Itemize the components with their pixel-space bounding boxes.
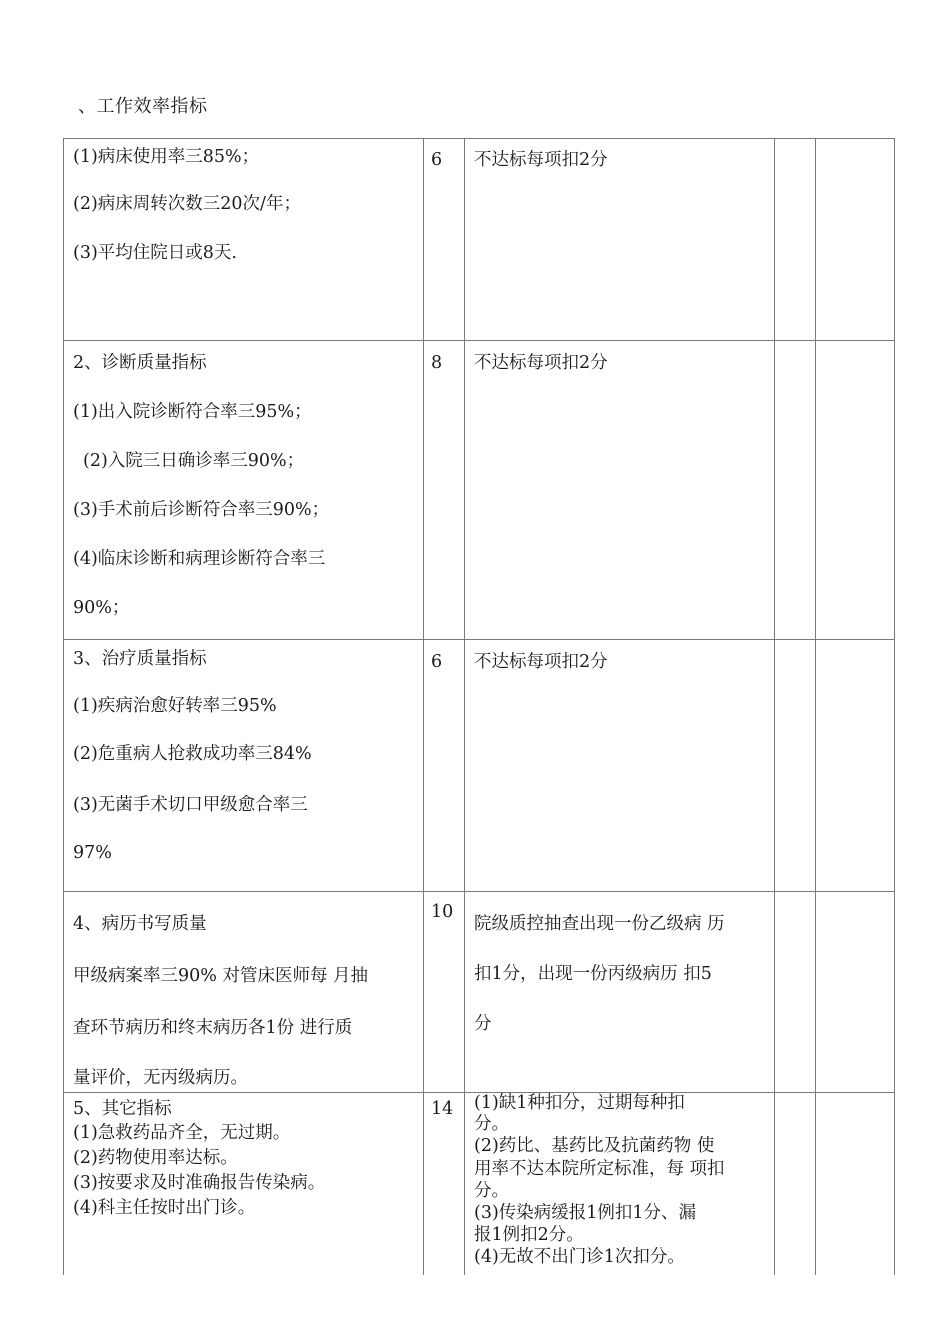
item-line: (2)药物使用率达标。 xyxy=(73,1148,238,1168)
rule-line: (4)无故不出门诊1次扣分。 xyxy=(474,1247,685,1267)
rule-line: 不达标每项扣2分 xyxy=(474,353,608,373)
rule-cell xyxy=(465,139,775,341)
empty-cell xyxy=(816,1093,895,1276)
rule-line: 不达标每项扣2分 xyxy=(474,150,608,170)
empty-cell xyxy=(816,139,895,341)
score-cell xyxy=(424,341,465,640)
item-line: (3)按要求及时准确报告传染病。 xyxy=(73,1173,326,1193)
rule-line: 分。 xyxy=(474,1114,509,1134)
score-cell xyxy=(424,139,465,341)
item-line: 量评价，无丙级病历。 xyxy=(73,1068,248,1088)
item-line: (3)手术前后诊断符合率三90%； xyxy=(73,500,330,520)
empty-cell xyxy=(775,139,816,341)
empty-cell xyxy=(775,341,816,640)
item-line: (3)无菌手术切口甲级愈合率三 xyxy=(73,795,308,815)
item-line: (2)入院三日确诊率三90%； xyxy=(83,451,305,471)
section-title: 、工作效率指标 xyxy=(78,96,208,117)
item-line: (1)病床使用率三85%； xyxy=(73,147,260,167)
rule-cell xyxy=(465,341,775,640)
item-line: (1)疾病治愈好转率三95% xyxy=(73,696,277,716)
rule-cell xyxy=(465,1093,775,1276)
empty-cell xyxy=(775,892,816,1093)
score-cell xyxy=(424,640,465,892)
item-line: 甲级病案率三90% 对管床医师每 月抽 xyxy=(73,966,369,986)
item-line: 4、病历书写质量 xyxy=(73,914,207,934)
rule-line: 报1例扣2分。 xyxy=(474,1225,584,1245)
rule-line: 分 xyxy=(474,1014,492,1034)
score-value: 6 xyxy=(431,652,443,672)
item-line: (2)危重病人抢救成功率三84% xyxy=(73,744,312,764)
rule-line: 用率不达本院所定标准，每 项扣 xyxy=(474,1159,725,1179)
item-cell xyxy=(64,139,424,341)
item-line: 2、诊断质量指标 xyxy=(73,353,207,373)
item-line: 5、其它指标 xyxy=(73,1099,172,1119)
indicator-table xyxy=(63,138,895,1275)
item-line: 查环节病历和终末病历各1份 进行质 xyxy=(73,1018,353,1038)
score-value: 6 xyxy=(431,150,443,170)
table-row xyxy=(64,640,895,892)
item-cell xyxy=(64,892,424,1093)
item-cell xyxy=(64,341,424,640)
item-cell xyxy=(64,640,424,892)
table-row xyxy=(64,139,895,341)
empty-cell xyxy=(775,1093,816,1276)
score-value: 14 xyxy=(431,1099,454,1119)
table-row xyxy=(64,892,895,1093)
item-cell xyxy=(64,1093,424,1276)
item-line: 3、治疗质量指标 xyxy=(73,649,207,669)
item-line: 90%； xyxy=(73,598,130,618)
score-value: 8 xyxy=(431,353,443,373)
rule-cell xyxy=(465,892,775,1093)
score-cell xyxy=(424,892,465,1093)
table-row xyxy=(64,1093,895,1276)
rule-line: (2)药比、基药比及抗菌药物 使 xyxy=(474,1136,715,1156)
empty-cell xyxy=(816,341,895,640)
rule-line: (3)传染病缓报1例扣1分、漏 xyxy=(474,1203,697,1223)
empty-cell xyxy=(816,640,895,892)
score-value: 10 xyxy=(431,902,454,922)
item-line: (3)平均住院日或8天. xyxy=(73,243,237,263)
score-cell xyxy=(424,1093,465,1276)
rule-line: 院级质控抽查出现一份乙级病 历 xyxy=(474,914,725,934)
rule-line: 不达标每项扣2分 xyxy=(474,652,608,672)
item-line: (1)出入院诊断符合率三95%； xyxy=(73,402,312,422)
item-line: (1)急救药品齐全，无过期。 xyxy=(73,1123,291,1143)
rule-line: (1)缺1种扣分，过期每种扣 xyxy=(474,1093,685,1113)
item-line: (4)科主任按时出门诊。 xyxy=(73,1198,256,1218)
rule-cell xyxy=(465,640,775,892)
item-line: (4)临床诊断和病理诊断符合率三 xyxy=(73,549,326,569)
item-line: 97% xyxy=(73,843,112,863)
rule-line: 分。 xyxy=(474,1181,509,1201)
empty-cell xyxy=(775,640,816,892)
empty-cell xyxy=(816,892,895,1093)
item-line: (2)病床周转次数三20次/年； xyxy=(73,194,301,214)
table-row xyxy=(64,341,895,640)
rule-line: 扣1分，出现一份丙级病历 扣5 xyxy=(474,964,712,984)
